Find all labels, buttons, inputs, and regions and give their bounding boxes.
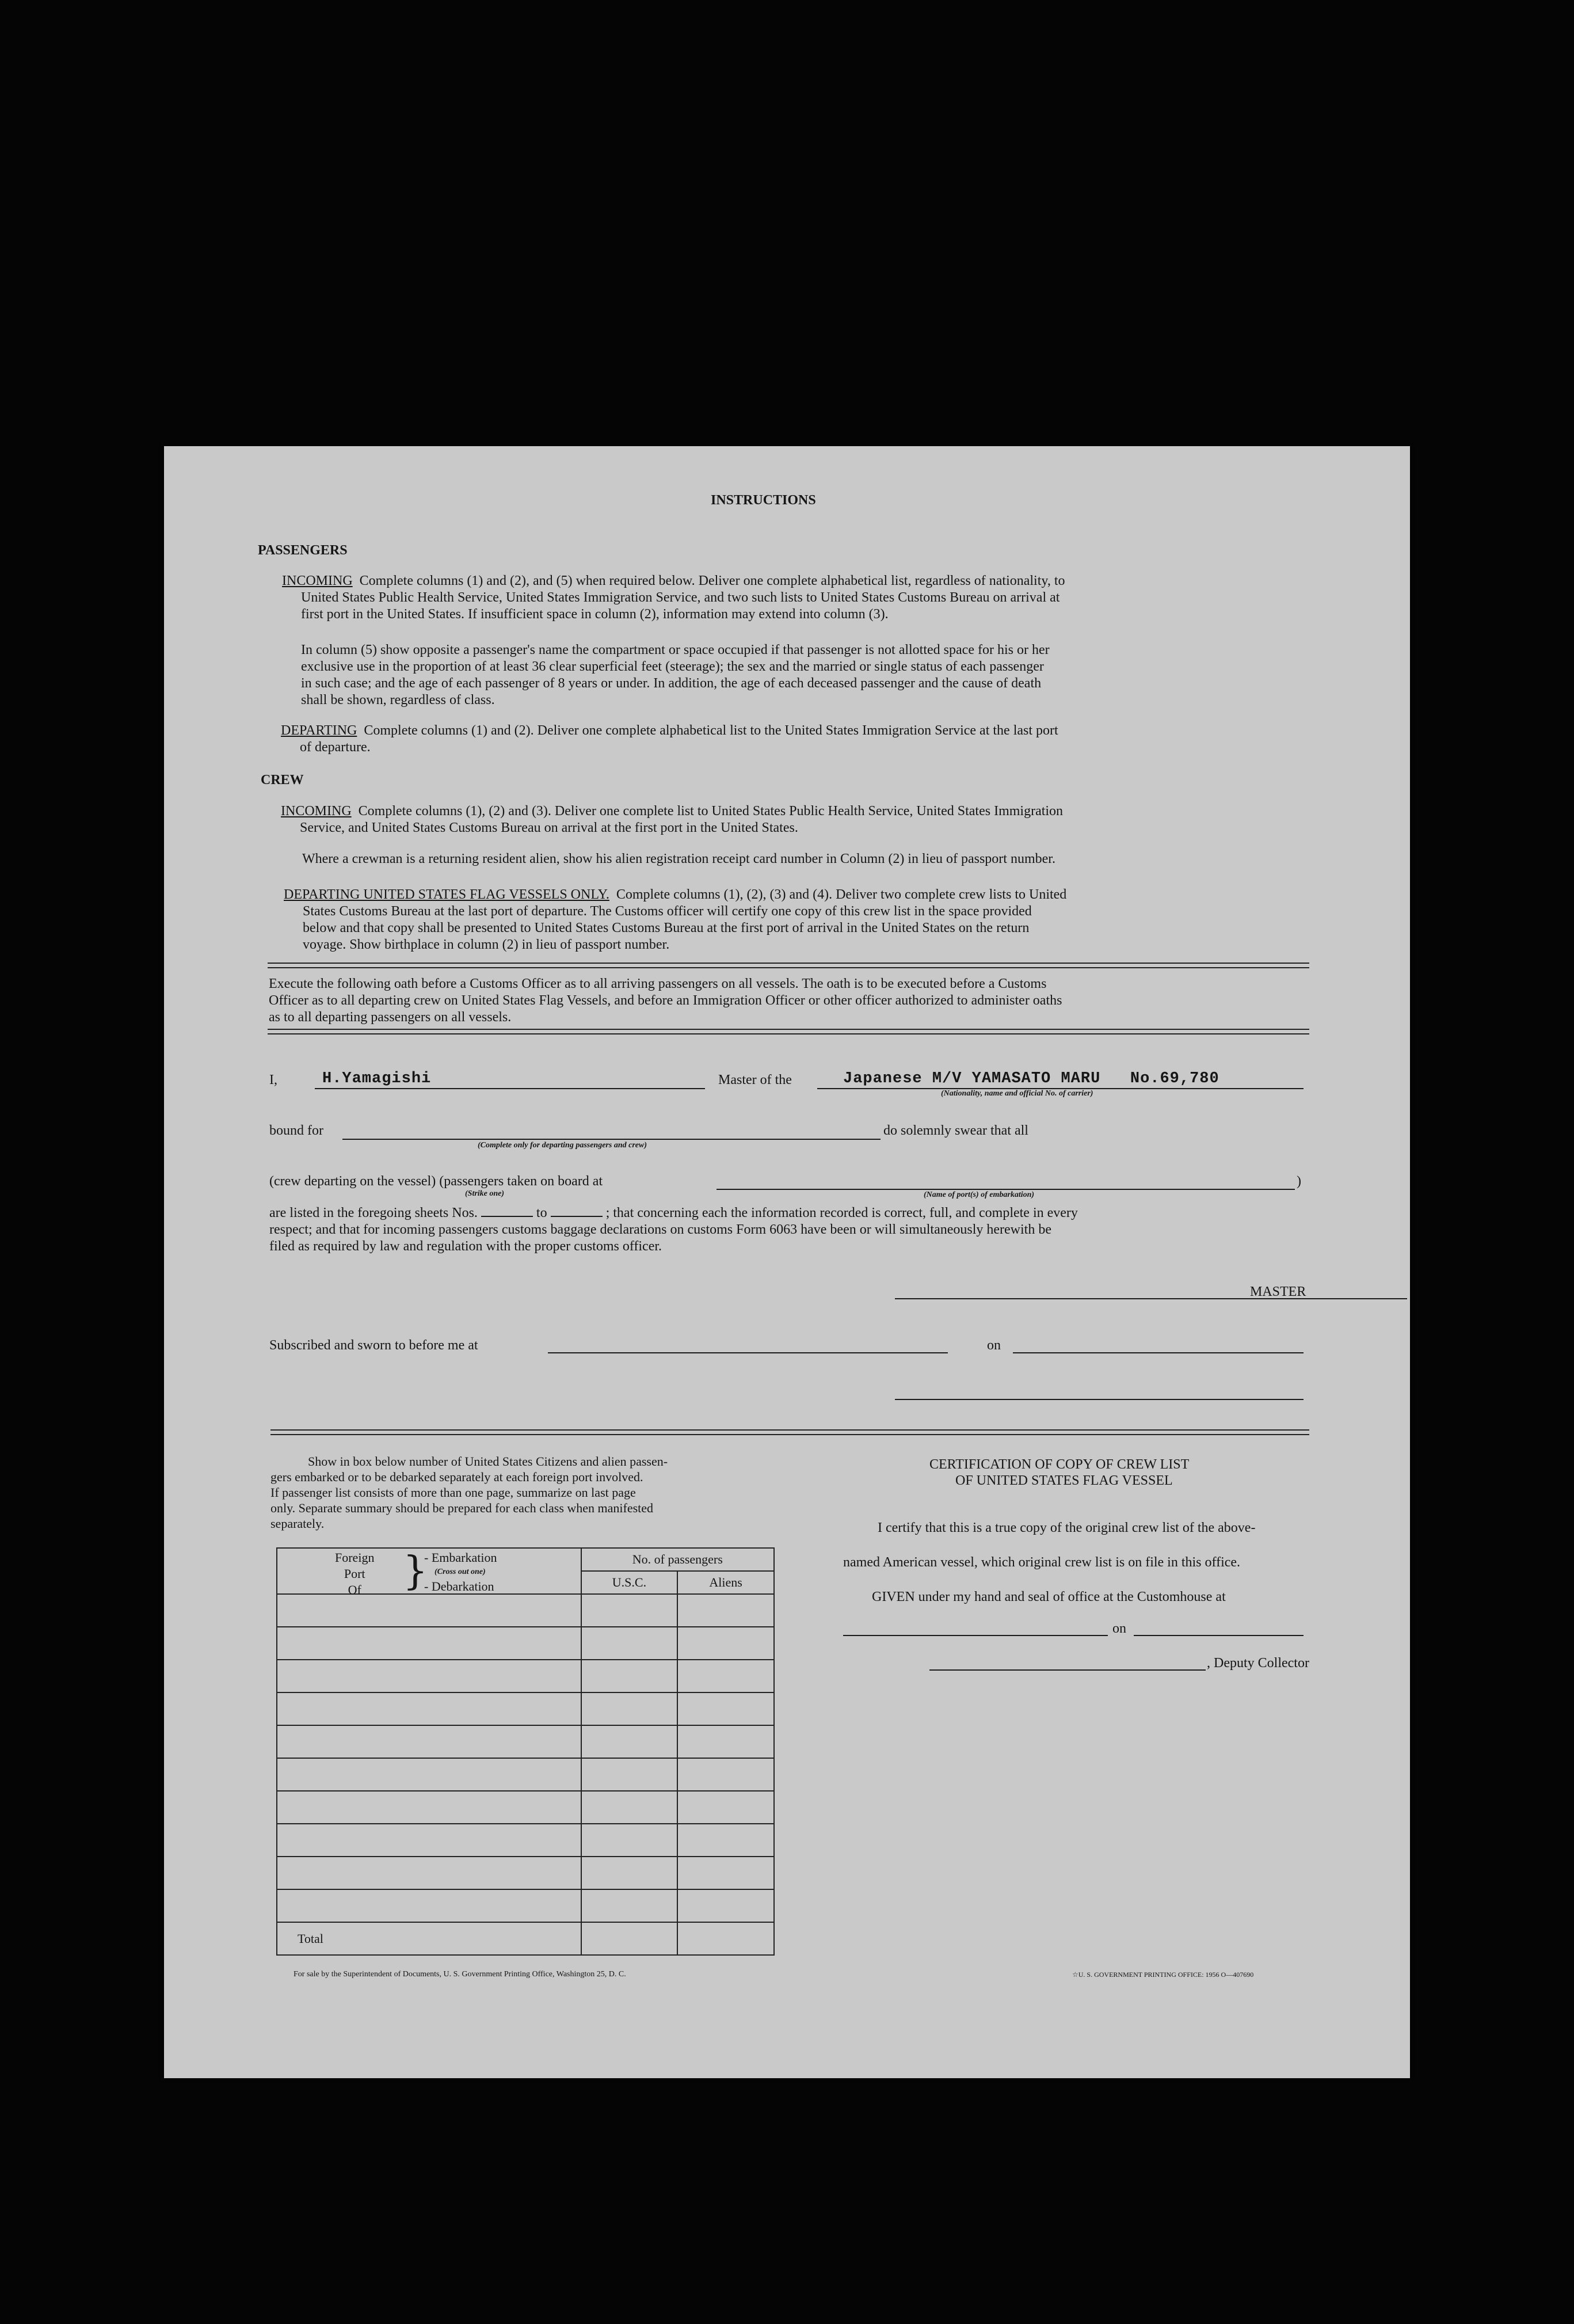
port-cell[interactable]	[277, 1692, 581, 1725]
usc-column-header: U.S.C.	[581, 1571, 678, 1594]
subscribed-place-field[interactable]	[548, 1352, 948, 1353]
certification-on-label: on	[1112, 1621, 1126, 1636]
usc-cell[interactable]	[581, 1660, 678, 1692]
divider	[270, 1429, 1309, 1435]
bound-for-label: bound for	[269, 1123, 323, 1138]
passengers-departing-line: Complete columns (1) and (2). Deliver one complete alphabetical list to the United States Immigration Service at the last port	[364, 723, 1058, 738]
passengers-column5-line: shall be shown, regardless of class.	[301, 693, 495, 708]
passengers-column5-block	[301, 642, 1383, 709]
footer-left: For sale by the Superintendent of Documents, U. S. Government Printing Office, Washington 25, D. C.	[294, 1970, 626, 1979]
certification-title-1: CERTIFICATION OF COPY OF CREW LIST	[929, 1457, 1190, 1472]
total-label: Total	[277, 1922, 581, 1955]
oath-instructions-line: Execute the following oath before a Customs Officer as to all arriving passengers on all vessels. The oath is to be executed before a Customs	[269, 976, 1047, 991]
summary-instructions	[270, 1454, 768, 1531]
port-cell[interactable]	[277, 1758, 581, 1791]
usc-cell[interactable]	[581, 1791, 678, 1824]
table-row	[277, 1824, 774, 1857]
usc-cell[interactable]	[581, 1594, 678, 1627]
customhouse-field[interactable]	[843, 1635, 1108, 1636]
crew-resident-line: Where a crewman is a returning resident alien, show his alien registration receipt card number in Column (2) in lieu of passport number.	[302, 851, 1055, 866]
port-cell[interactable]	[277, 1889, 581, 1922]
summary-instructions-line: If passenger list consists of more than one page, summarize on last page	[270, 1485, 636, 1500]
oath-i-label: I,	[269, 1072, 277, 1087]
sheet-from-field[interactable]	[481, 1216, 533, 1217]
passengers-column5-line: In column (5) show opposite a passenger's name the compartment or space occupied if that passenger is not allotted space for his or her	[301, 642, 1050, 657]
footer-right: ☆U. S. GOVERNMENT PRINTING OFFICE: 1956 O—407690	[1072, 1971, 1254, 1979]
crew-incoming-line: Service, and United States Customs Bureau on arrival at the first port in the United States.	[300, 820, 798, 835]
certification-date-field[interactable]	[1134, 1635, 1304, 1636]
usc-cell[interactable]	[581, 1824, 678, 1857]
foreign-port-of-line: Of	[348, 1583, 361, 1597]
bound-for-caption: (Complete only for departing passengers and crew)	[478, 1141, 647, 1150]
passengers-departing-line: of departure.	[300, 740, 371, 755]
master-signature-field[interactable]	[895, 1298, 1407, 1299]
usc-cell[interactable]	[581, 1758, 678, 1791]
total-aliens-cell[interactable]	[677, 1922, 774, 1955]
table-row	[277, 1889, 774, 1922]
sheets-line	[269, 1205, 1078, 1222]
oath-instructions-line: as to all departing passengers on all vessels.	[269, 1010, 512, 1025]
respect-line: respect; and that for incoming passengers customs baggage declarations on customs Form 6063 have been or will simultaneously herewith be	[269, 1222, 1051, 1237]
passengers-column5-line: exclusive use in the proportion of at least 36 clear superficial feet (steerage); the sex and the married or single status of each passenger	[301, 659, 1044, 674]
strike-caption: (Strike one)	[465, 1189, 505, 1198]
passengers-incoming-block	[282, 573, 1375, 623]
crew-incoming-line: Complete columns (1), (2) and (3). Deliver one complete list to United States Public Health Service, United States Immigration	[358, 804, 1064, 819]
usc-cell[interactable]	[581, 1725, 678, 1758]
aliens-cell[interactable]	[677, 1857, 774, 1889]
passengers-incoming-line: United States Public Health Service, United States Immigration Service, and two such lists to United States Customs Bureau on arrival at	[301, 590, 1060, 605]
deputy-signature-field[interactable]	[929, 1669, 1206, 1671]
divider	[268, 963, 1309, 968]
crew-departing-label: DEPARTING UNITED STATES FLAG VESSELS ONLY.	[284, 887, 609, 902]
passengers-departing-block	[281, 722, 1374, 756]
crew-incoming-label: INCOMING	[281, 804, 352, 819]
crew-departing-line: Complete columns (1), (2), (3) and (4). Deliver two complete crew lists to United	[616, 887, 1067, 902]
passengers-incoming-label: INCOMING	[282, 573, 353, 588]
passenger-summary-table	[276, 1547, 775, 1956]
debarkation-label[interactable]: - Debarkation	[424, 1579, 494, 1593]
aliens-cell[interactable]	[677, 1692, 774, 1725]
certification-line-2: named American vessel, which original crew list is on file in this office.	[843, 1555, 1241, 1570]
table-row	[277, 1725, 774, 1758]
crew-departing-line: voyage. Show birthplace in column (2) in lieu of passport number.	[303, 937, 670, 952]
instructions-heading: INSTRUCTIONS	[711, 493, 816, 508]
table-row	[277, 1758, 774, 1791]
crew-incoming-block	[281, 803, 1374, 836]
vessel-value: Japanese M/V YAMASATO MARU No.69,780	[843, 1070, 1219, 1087]
crew-departing-oath-label: (crew departing on the vessel) (passengers taken on board at	[269, 1174, 603, 1189]
table-row	[277, 1857, 774, 1889]
port-cell[interactable]	[277, 1725, 581, 1758]
sheet-to-field[interactable]	[551, 1216, 603, 1217]
sheets-to-label: to	[536, 1205, 547, 1220]
master-name-field[interactable]	[315, 1088, 705, 1089]
sheets-line-rest: ; that concerning each the information recorded is correct, full, and complete in every	[605, 1205, 1078, 1220]
certification-line-3: GIVEN under my hand and seal of office at the Customhouse at	[872, 1589, 1226, 1604]
divider	[268, 1029, 1309, 1034]
port-cell[interactable]	[277, 1627, 581, 1660]
subscribed-date-field[interactable]	[1013, 1352, 1304, 1353]
filed-line: filed as required by law and regulation with the proper customs officer.	[269, 1239, 662, 1254]
foreign-port-header	[277, 1548, 581, 1597]
summary-instructions-line: separately.	[270, 1516, 325, 1531]
master-label: MASTER	[1250, 1284, 1306, 1299]
aliens-cell[interactable]	[677, 1594, 774, 1627]
summary-instructions-line: Show in box below number of United States Citizens and alien passen-	[308, 1454, 668, 1469]
passengers-incoming-line: first port in the United States. If insufficient space in column (2), information may extend into column (3).	[301, 607, 889, 622]
aliens-cell[interactable]	[677, 1725, 774, 1758]
form-sheet	[164, 446, 1410, 2078]
certification-line-1: I certify that this is a true copy of the original crew list of the above-	[878, 1520, 1256, 1535]
usc-cell[interactable]	[581, 1857, 678, 1889]
oath-instructions	[269, 976, 1362, 1026]
usc-cell[interactable]	[581, 1692, 678, 1725]
oath-instructions-line: Officer as to all departing crew on United States Flag Vessels, and before an Immigration Officer or other officer authorized to administer oaths	[269, 993, 1062, 1008]
summary-instructions-line: only. Separate summary should be prepared for each class when manifested	[270, 1501, 654, 1515]
sheets-line-label: are listed in the foregoing sheets Nos.	[269, 1205, 478, 1220]
port-cell[interactable]	[277, 1660, 581, 1692]
table-row	[277, 1660, 774, 1692]
deputy-collector-label: , Deputy Collector	[1207, 1656, 1309, 1671]
master-name-value: H.Yamagishi	[322, 1070, 432, 1087]
ports-field[interactable]	[717, 1189, 1295, 1190]
foreign-port-of-line: Foreign	[335, 1550, 375, 1565]
port-cell[interactable]	[277, 1824, 581, 1857]
foreign-port-of-line: Port	[344, 1566, 365, 1581]
aliens-cell[interactable]	[677, 1758, 774, 1791]
cross-out-caption: (Cross out one)	[435, 1568, 486, 1576]
summary-instructions-line: gers embarked or to be debarked separately at each foreign port involved.	[270, 1470, 643, 1484]
table-row	[277, 1594, 774, 1627]
passengers-departing-label: DEPARTING	[281, 723, 357, 738]
bound-for-field[interactable]	[342, 1139, 881, 1140]
passengers-heading: PASSENGERS	[258, 543, 348, 558]
crew-departing-line: States Customs Bureau at the last port of departure. The Customs officer will certify one copy of this crew list in the space provided	[303, 904, 1032, 919]
usc-cell[interactable]	[581, 1627, 678, 1660]
crew-departing-block	[284, 887, 1377, 953]
table-row	[277, 1692, 774, 1725]
officer-signature-field[interactable]	[895, 1399, 1304, 1400]
vessel-caption: (Nationality, name and official No. of carrier)	[941, 1089, 1093, 1098]
subscribed-on-label: on	[987, 1338, 1001, 1353]
table-row	[277, 1791, 774, 1824]
aliens-column-header: Aliens	[677, 1571, 774, 1594]
aliens-cell[interactable]	[677, 1824, 774, 1857]
certification-title-2: OF UNITED STATES FLAG VESSEL	[955, 1473, 1173, 1488]
port-cell[interactable]	[277, 1791, 581, 1824]
swear-label: do solemnly swear that all	[883, 1123, 1028, 1138]
no-of-passengers-header: No. of passengers	[581, 1548, 774, 1571]
aliens-cell[interactable]	[677, 1889, 774, 1922]
passengers-incoming-line: Complete columns (1) and (2), and (5) when required below. Deliver one complete alphabetical list, regardless of nationality, to	[359, 573, 1065, 588]
usc-cell[interactable]	[581, 1889, 678, 1922]
subscribed-label: Subscribed and sworn to before me at	[269, 1338, 478, 1353]
port-cell[interactable]	[277, 1594, 581, 1627]
aliens-cell[interactable]	[677, 1791, 774, 1824]
ports-caption: (Name of port(s) of embarkation)	[924, 1190, 1035, 1199]
total-usc-cell[interactable]	[581, 1922, 678, 1955]
table-row	[277, 1627, 774, 1660]
aliens-cell[interactable]	[677, 1660, 774, 1692]
port-cell[interactable]	[277, 1857, 581, 1889]
passengers-column5-line: in such case; and the age of each passenger of 8 years or under. In addition, the age of each deceased passenger and the cause of death	[301, 676, 1042, 691]
brace-glyph: }	[403, 1549, 428, 1594]
master-of-label: Master of the	[718, 1072, 792, 1087]
embarkation-label[interactable]: - Embarkation	[424, 1550, 497, 1565]
crew-departing-line: below and that copy shall be presented to United States Customs Bureau at the first port of arrival in the United States on the return	[303, 921, 1030, 935]
close-paren: )	[1297, 1174, 1301, 1189]
crew-heading: CREW	[261, 773, 304, 788]
aliens-cell[interactable]	[677, 1627, 774, 1660]
